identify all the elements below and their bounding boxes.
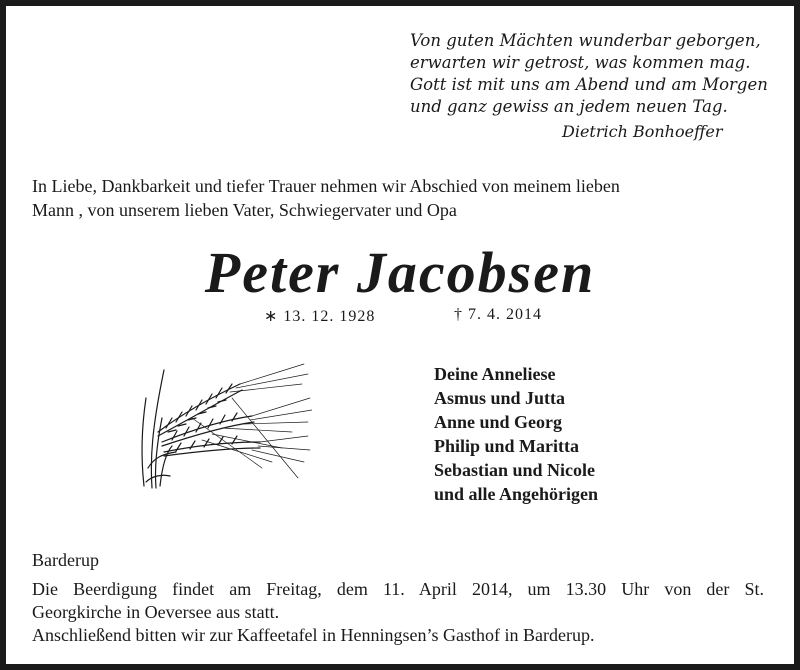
funeral-details (32, 578, 764, 647)
place-name: Barderup (32, 550, 99, 570)
mourners-list (434, 362, 598, 506)
funeral-line: Anschließend bitten wir zur Kaffeetafel in Henningsen’s Gasthof in Barderup. (32, 625, 595, 645)
mourner-name: Asmus und Jutta (434, 388, 566, 408)
poem-line: Gott ist mit uns am Abend und am Morgen (410, 75, 768, 94)
funeral-line: Georgkirche in Oeversee aus statt. (32, 602, 280, 622)
bonhoeffer-poem (410, 30, 768, 118)
birth-date: ∗ 13. 12. 1928 (264, 308, 376, 325)
deceased-name: Peter Jacobsen (204, 240, 596, 305)
mourner-name: Anne und Georg (434, 412, 563, 432)
mourner-name: Sebastian und Nicole (434, 460, 596, 480)
intro-text (32, 174, 782, 222)
poem-line: erwarten wir getrost, was kommen mag. (410, 53, 751, 72)
intro-line: Mann , von unserem lieben Vater, Schwiegervater und Opa (32, 200, 457, 220)
death-date: † 7. 4. 2014 (454, 306, 542, 323)
mourner-name: und alle Angehörigen (434, 484, 599, 504)
wheat-ears-icon (132, 358, 312, 493)
poem-line: Von guten Mächten wunderbar geborgen, (410, 31, 761, 50)
mourner-name: Philip und Maritta (434, 436, 580, 456)
funeral-line: Die Beerdigung findet am Freitag, dem 11. April 2014, um 13.30 Uhr von der St. (32, 579, 764, 599)
mourner-name: Deine Anneliese (434, 364, 556, 384)
poem-author: Dietrich Bonhoeffer (562, 122, 723, 141)
intro-line: In Liebe, Dankbarkeit und tiefer Trauer nehmen wir Abschied von meinem lieben (32, 176, 620, 196)
poem-line: und ganz gewiss an jedem neuen Tag. (410, 97, 728, 116)
